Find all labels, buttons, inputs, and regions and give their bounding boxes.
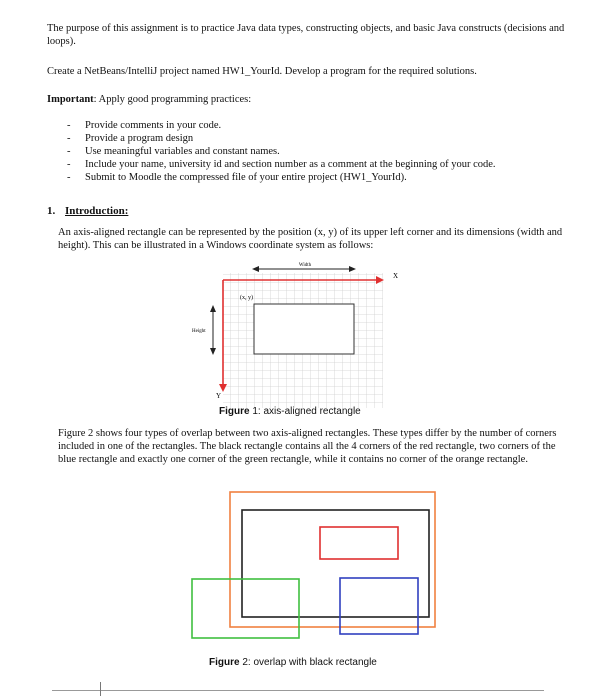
blue-rectangle	[340, 578, 418, 634]
section-heading	[47, 205, 128, 218]
black-rectangle	[242, 510, 429, 617]
section-title: Introduction:	[65, 205, 129, 217]
y-axis-label: Y	[216, 392, 222, 400]
height-label: Height	[192, 329, 206, 334]
introduction-paragraph: An axis-aligned rectangle can be represented by the position (x, y) of its upper left corner and its dimensions (width and height). This can be illustrated in a Windows coordinate system as follows:	[58, 227, 563, 251]
figure-2-caption	[209, 656, 377, 669]
important-text: : Apply good programming practices:	[93, 94, 252, 105]
figure-1-caption-text: 1: axis-aligned rectangle	[249, 406, 361, 417]
practices-list	[67, 119, 567, 184]
important-paragraph	[47, 93, 567, 106]
text-cursor-icon	[100, 682, 101, 696]
axis-aligned-rectangle	[254, 304, 354, 354]
important-label: Important	[47, 94, 94, 105]
height-arrow-top-head	[210, 305, 216, 312]
figure-1-caption-label: Figure	[219, 406, 250, 417]
list-item: - Use meaningful variables and constant names.	[67, 145, 567, 158]
list-item: - Include your name, university id and section number as a comment at the beginning of your code.	[67, 158, 567, 171]
red-rectangle	[320, 527, 398, 559]
list-item: - Submit to Moodle the compressed file of your entire project (HW1_YourId).	[67, 171, 567, 184]
page-bottom-rule	[52, 690, 544, 691]
list-item: - Provide comments in your code.	[67, 119, 567, 132]
corner-label: (x, y)	[240, 295, 253, 301]
width-arrow-right-head	[349, 266, 356, 272]
overlap-paragraph: Figure 2 shows four types of overlap between two axis-aligned rectangles. These types differ by the number of corners included in one of the rectangles. The black rectangle contains all the 4 corners of the red rectangle, two corners of the blue rectangle and exactly one corner of the green rectangle, while it contains no corner of the orange rectangle.	[58, 428, 557, 465]
figure-2-diagram	[180, 485, 440, 645]
create-project-paragraph: Create a NetBeans/IntelliJ project named HW1_YourId. Develop a program for the required solutions.	[47, 66, 477, 77]
figure-2-caption-label: Figure	[209, 657, 240, 668]
figure-1-diagram	[190, 258, 410, 418]
width-label: Width	[298, 263, 312, 268]
height-arrow-bottom-head	[210, 348, 216, 355]
purpose-paragraph: The purpose of this assignment is to practice Java data types, constructing objects, and basic Java constructs (decisions and loops).	[47, 23, 565, 47]
green-rectangle	[192, 579, 299, 638]
figure-2-caption-text: 2: overlap with black rectangle	[239, 657, 377, 668]
width-arrow-left-head	[252, 266, 259, 272]
figure-1-caption	[219, 405, 361, 418]
list-item: - Provide a program design	[67, 132, 567, 145]
section-number: 1.	[47, 205, 56, 217]
x-axis-label: X	[393, 272, 399, 280]
